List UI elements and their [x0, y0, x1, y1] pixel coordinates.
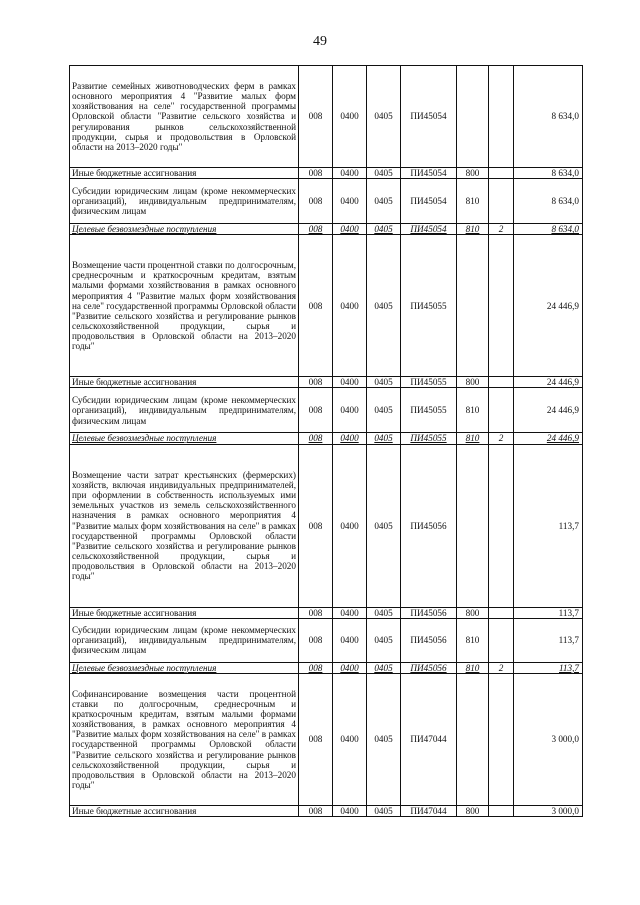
row-amount: 113,7	[514, 618, 583, 662]
row-grbs-code: 008	[299, 235, 333, 377]
row-section-code: 0400	[333, 618, 367, 662]
row-target-article-code: ПИ47044	[401, 805, 457, 816]
row-grbs-code: 008	[299, 662, 333, 673]
row-target-article-code: ПИ45056	[401, 618, 457, 662]
table-row	[70, 66, 583, 168]
row-name: Иные бюджетные ассигнования	[70, 377, 299, 388]
row-expense-type-code	[457, 444, 489, 607]
row-section-code: 0400	[333, 388, 367, 433]
row-section-code: 0400	[333, 66, 367, 168]
row-target-article-code: ПИ45054	[401, 168, 457, 179]
row-target-article-code: ПИ47044	[401, 673, 457, 805]
row-expense-type-code: 810	[457, 618, 489, 662]
row-target-article-code: ПИ45054	[401, 66, 457, 168]
row-source-code	[489, 805, 514, 816]
row-subsection-code: 0405	[367, 179, 401, 224]
row-section-code: 0400	[333, 224, 367, 235]
row-grbs-code: 008	[299, 168, 333, 179]
row-target-article-code: ПИ45055	[401, 377, 457, 388]
row-section-code: 0400	[333, 662, 367, 673]
row-name: Целевые безвозмездные поступления	[70, 433, 299, 444]
row-expense-type-code: 800	[457, 377, 489, 388]
row-section-code: 0400	[333, 235, 367, 377]
table-row	[70, 224, 583, 235]
row-source-code	[489, 444, 514, 607]
row-source-code	[489, 618, 514, 662]
row-grbs-code: 008	[299, 673, 333, 805]
row-section-code: 0400	[333, 168, 367, 179]
row-subsection-code: 0405	[367, 673, 401, 805]
row-name: Субсидии юридическим лицам (кроме некоммерческих организаций), индивидуальным предпринимателям, физическим лицам	[70, 618, 299, 662]
row-grbs-code: 008	[299, 607, 333, 618]
row-expense-type-code: 810	[457, 662, 489, 673]
table-row	[70, 179, 583, 224]
row-target-article-code: ПИ45056	[401, 662, 457, 673]
row-amount: 3 000,0	[514, 805, 583, 816]
row-expense-type-code	[457, 235, 489, 377]
row-name: Целевые безвозмездные поступления	[70, 224, 299, 235]
row-subsection-code: 0405	[367, 168, 401, 179]
row-name: Софинансирование возмещения части процентной ставки по долгосрочным, среднесрочным и краткосрочным кредитам, взятым малыми формами хозяйствования, в рамках основного мероприятия 4 "Развитие малых форм хозяйствования на селе" в рамках государственной программы Орловской области "Развитие сельского хозяйства и регулирование рынков сельскохозяйственной продукции, сырья и продовольствия в Орловской области на 2013–2020 годы"	[70, 673, 299, 805]
row-expense-type-code: 810	[457, 224, 489, 235]
row-target-article-code: ПИ45055	[401, 388, 457, 433]
table-row	[70, 805, 583, 816]
row-section-code: 0400	[333, 444, 367, 607]
row-target-article-code: ПИ45055	[401, 433, 457, 444]
row-amount: 8 634,0	[514, 179, 583, 224]
row-amount: 24 446,9	[514, 433, 583, 444]
row-name: Возмещение части затрат крестьянских (фермерских) хозяйств, включая индивидуальных предпринимателей, при оформлении в собственность используемых ими земельных участков из земель сельскохозяйственного назначения в рамках основного мероприятия 4 "Развитие малых форм хозяйствования на селе" в рамках государственной программы Орловской области "Развитие сельского хозяйства и регулирование рынков сельскохозяйственной продукции, сырья и продовольствия в Орловской области на 2013–2020 годы"	[70, 444, 299, 607]
row-amount: 113,7	[514, 444, 583, 607]
row-amount: 3 000,0	[514, 673, 583, 805]
row-subsection-code: 0405	[367, 607, 401, 618]
row-expense-type-code: 800	[457, 805, 489, 816]
row-amount: 8 634,0	[514, 66, 583, 168]
row-target-article-code: ПИ45054	[401, 179, 457, 224]
row-source-code	[489, 179, 514, 224]
row-name: Иные бюджетные ассигнования	[70, 168, 299, 179]
row-source-code: 2	[489, 224, 514, 235]
row-target-article-code: ПИ45056	[401, 444, 457, 607]
row-source-code: 2	[489, 662, 514, 673]
row-source-code	[489, 673, 514, 805]
row-subsection-code: 0405	[367, 224, 401, 235]
table-row	[70, 673, 583, 805]
row-name: Иные бюджетные ассигнования	[70, 805, 299, 816]
row-section-code: 0400	[333, 673, 367, 805]
table-row	[70, 377, 583, 388]
row-expense-type-code: 810	[457, 179, 489, 224]
row-section-code: 0400	[333, 179, 367, 224]
row-subsection-code: 0405	[367, 805, 401, 816]
row-amount: 113,7	[514, 662, 583, 673]
table-row	[70, 607, 583, 618]
row-source-code	[489, 607, 514, 618]
row-target-article-code: ПИ45055	[401, 235, 457, 377]
row-name: Субсидии юридическим лицам (кроме некоммерческих организаций), индивидуальным предпринимателям, физическим лицам	[70, 388, 299, 433]
row-amount: 24 446,9	[514, 235, 583, 377]
row-target-article-code: ПИ45054	[401, 224, 457, 235]
row-name: Целевые безвозмездные поступления	[70, 662, 299, 673]
row-source-code	[489, 168, 514, 179]
row-name: Возмещение части процентной ставки по долгосрочным, среднесрочным и краткосрочным кредитам, взятым малыми формами хозяйствования в рамках основного мероприятия 4 "Развитие малых форм хозяйствования на селе" государственной программы Орловской области "Развитие сельского хозяйства и регулирование рынков сельскохозяйственной продукции, сырья и продовольствия в Орловской области на 2013–2020 годы"	[70, 235, 299, 377]
row-subsection-code: 0405	[367, 388, 401, 433]
row-amount: 8 634,0	[514, 168, 583, 179]
table-row	[70, 662, 583, 673]
row-grbs-code: 008	[299, 179, 333, 224]
row-amount: 8 634,0	[514, 224, 583, 235]
row-source-code	[489, 377, 514, 388]
row-amount: 24 446,9	[514, 377, 583, 388]
row-amount: 113,7	[514, 607, 583, 618]
row-subsection-code: 0405	[367, 66, 401, 168]
row-expense-type-code	[457, 673, 489, 805]
row-target-article-code: ПИ45056	[401, 607, 457, 618]
row-name: Развитие семейных животноводческих ферм в рамках основного мероприятия 4 "Развитие малых форм хозяйствования на селе" государственной программы Орловской области "Развитие сельского хозяйства и регулирования рынков сельскохозяйственной продукции, сырья и продовольствия в Орловской области на 2013–2020 годы"	[70, 66, 299, 168]
row-subsection-code: 0405	[367, 433, 401, 444]
row-grbs-code: 008	[299, 444, 333, 607]
row-expense-type-code	[457, 66, 489, 168]
row-source-code	[489, 66, 514, 168]
row-expense-type-code: 810	[457, 388, 489, 433]
row-expense-type-code: 800	[457, 168, 489, 179]
row-source-code	[489, 235, 514, 377]
row-grbs-code: 008	[299, 66, 333, 168]
budget-table	[69, 65, 583, 817]
table-row	[70, 235, 583, 377]
row-section-code: 0400	[333, 433, 367, 444]
row-section-code: 0400	[333, 377, 367, 388]
table-row	[70, 168, 583, 179]
row-grbs-code: 008	[299, 433, 333, 444]
row-grbs-code: 008	[299, 618, 333, 662]
row-expense-type-code: 810	[457, 433, 489, 444]
row-subsection-code: 0405	[367, 662, 401, 673]
row-subsection-code: 0405	[367, 618, 401, 662]
row-grbs-code: 008	[299, 224, 333, 235]
row-grbs-code: 008	[299, 805, 333, 816]
row-subsection-code: 0405	[367, 444, 401, 607]
row-name: Субсидии юридическим лицам (кроме некоммерческих организаций), индивидуальным предпринимателям, физическим лицам	[70, 179, 299, 224]
page-number: 49	[313, 34, 327, 49]
row-section-code: 0400	[333, 805, 367, 816]
row-source-code: 2	[489, 433, 514, 444]
table-row	[70, 388, 583, 433]
row-subsection-code: 0405	[367, 377, 401, 388]
row-amount: 24 446,9	[514, 388, 583, 433]
table-row	[70, 444, 583, 607]
table-row	[70, 433, 583, 444]
row-section-code: 0400	[333, 607, 367, 618]
row-expense-type-code: 800	[457, 607, 489, 618]
row-grbs-code: 008	[299, 377, 333, 388]
row-grbs-code: 008	[299, 388, 333, 433]
row-subsection-code: 0405	[367, 235, 401, 377]
row-source-code	[489, 388, 514, 433]
row-name: Иные бюджетные ассигнования	[70, 607, 299, 618]
table-row	[70, 618, 583, 662]
